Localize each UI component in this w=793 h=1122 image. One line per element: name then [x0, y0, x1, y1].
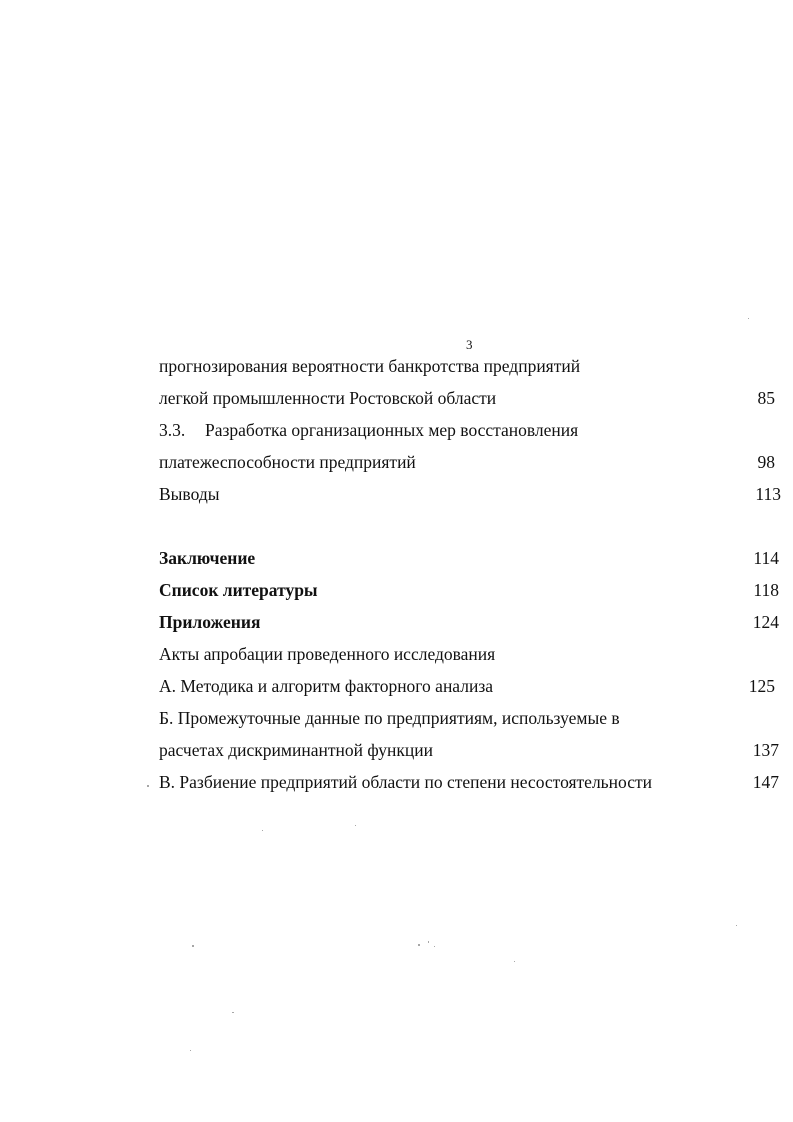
- toc-entry-text: Б. Промежуточные данные по предприятиям, используемые в: [159, 708, 620, 728]
- toc-entry-text: платежеспособности предприятий: [159, 452, 416, 472]
- toc-entry-text: Акты апробации проведенного исследования: [159, 644, 496, 664]
- toc-entry-solvency: [0, 446, 793, 478]
- toc-entry-page: 147: [752, 772, 779, 792]
- scan-speck: [736, 925, 737, 926]
- scan-speck: [418, 944, 420, 946]
- toc-entry-text: В. Разбиение предприятий области по степени несостоятельности: [159, 772, 652, 792]
- toc-entry-page: 98: [757, 452, 775, 472]
- toc-entry-approbation-acts: [0, 638, 793, 670]
- scan-speck: [428, 941, 429, 943]
- toc-entry-bibliography: [0, 574, 793, 606]
- toc-entry-text: легкой промышленности Ростовской области: [159, 388, 497, 408]
- scan-speck: [262, 830, 263, 831]
- toc-entry-page: 113: [755, 484, 781, 504]
- toc-entry-appendix-b-continued: [0, 734, 793, 766]
- toc-entry-page: 125: [748, 676, 775, 696]
- toc-entry-text: Выводы: [159, 484, 220, 504]
- toc-entry-appendix-v: [0, 766, 793, 798]
- toc-entry-light-industry: [0, 382, 793, 414]
- toc-entry-text: Приложения: [159, 612, 261, 632]
- toc-entry-text: А. Методика и алгоритм факторного анализа: [159, 676, 494, 696]
- scan-speck: [192, 945, 194, 947]
- scan-speck: [355, 825, 356, 826]
- toc-entry-page: 85: [757, 388, 775, 408]
- scan-speck: [190, 1050, 191, 1051]
- toc-entry-forecasting-continued: [0, 350, 793, 382]
- scan-speck: [147, 785, 149, 787]
- toc-entry-text: Список литературы: [159, 580, 318, 600]
- toc-section-number: 3.3.: [159, 420, 186, 440]
- toc-entry-conclusion: [0, 542, 793, 574]
- toc-entry-conclusions: [0, 478, 793, 510]
- toc-entry-appendix-b: [0, 702, 793, 734]
- toc-entry-page: 137: [752, 740, 779, 760]
- toc-entry-text: расчетах дискриминантной функции: [159, 740, 433, 760]
- toc-entry-page: 114: [753, 548, 779, 568]
- toc-entry-appendix-a: [0, 670, 793, 702]
- toc-entry-page: 118: [753, 580, 779, 600]
- toc-entry-section-3-3: [0, 414, 793, 446]
- toc-entry-text: Разработка организационных мер восстановления: [205, 420, 579, 440]
- scan-speck: [748, 318, 749, 319]
- page-number: 3: [466, 337, 473, 352]
- scan-speck: [434, 946, 435, 947]
- toc-entry-text: прогнозирования вероятности банкротства предприятий: [159, 356, 581, 376]
- toc-entry-page: 124: [752, 612, 779, 632]
- scan-speck: [514, 961, 515, 962]
- scan-speck: [232, 1012, 234, 1013]
- toc-entry-appendices: [0, 606, 793, 638]
- toc-entry-text: Заключение: [159, 548, 256, 568]
